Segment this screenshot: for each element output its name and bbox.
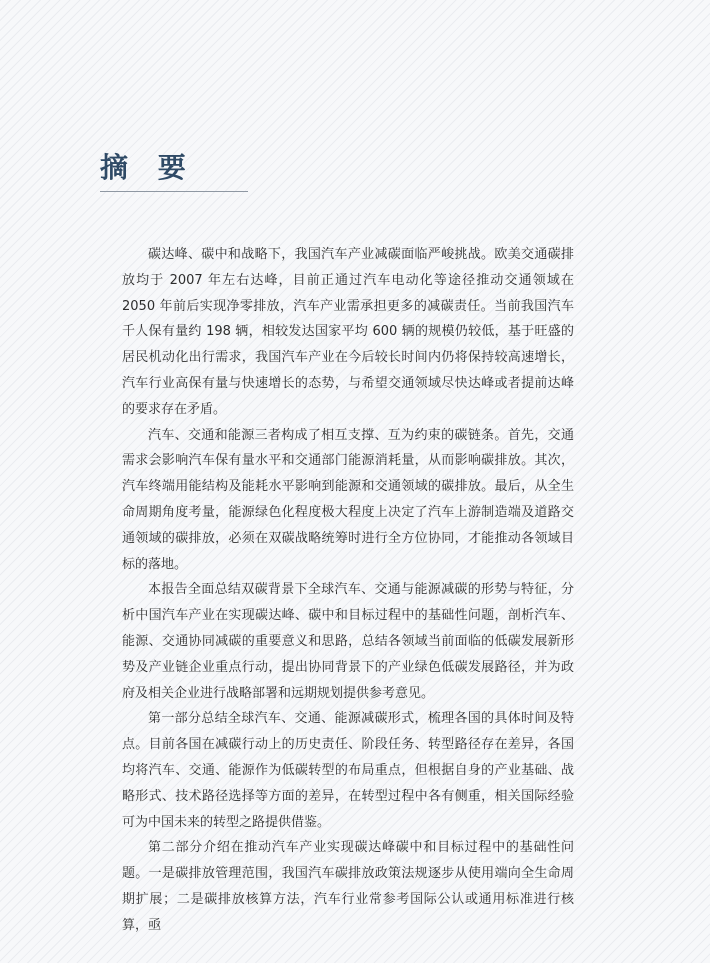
page-title: 摘 要 xyxy=(100,151,196,184)
paragraph-3: 本报告全面总结双碳背景下全球汽车、交通与能源减碳的形势与特征，分析中国汽车产业在实现碳达峰、碳中和目标过程中的基础性问题，剖析汽车、能源、交通协同减碳的重要意义和思路，总结各领域当前面临的低碳发展新形势及产业链企业重点行动，提出协同背景下的产业绿色低碳发展路径，并为政府及相关企业进行战略部署和远期规划提供参考意见。 xyxy=(122,582,574,701)
paragraph-5: 第二部分介绍在推动汽车产业实现碳达峰碳中和目标过程中的基础性问题。一是碳排放管理范围，我国汽车碳排放政策法规逐步从使用端向全生命周期扩展；二是碳排放核算方法，汽车行业常参考国际公认或通用标准进行核算，亟 xyxy=(122,840,574,933)
paragraph-2: 汽车、交通和能源三者构成了相互支撑、互为约束的碳链条。首先，交通需求会影响汽车保有量水平和交通部门能源消耗量，从而影响碳排放。其次，汽车终端用能结构及能耗水平影响到能源和交通领域的碳排放。最后，从全生命周期角度考量，能源绿色化程度极大程度上决定了汽车上游制造端及道路交通领域的碳排放，必须在双碳战略统筹时进行全方位协同，才能推动各领域目标的落地。 xyxy=(122,427,574,572)
paragraph-4: 第一部分总结全球汽车、交通、能源减碳形式，梳理各国的具体时间及特点。目前各国在减碳行动上的历史责任、阶段任务、转型路径存在差异，各国均将汽车、交通、能源作为低碳转型的布局重点，但根据自身的产业基础、战略形式、技术路径选择等方面的差异，在转型过程中各有侧重，相关国际经验可为中国未来的转型之路提供借鉴。 xyxy=(122,711,574,830)
title-underline xyxy=(100,191,248,192)
paragraph-1: 碳达峰、碳中和战略下，我国汽车产业减碳面临严峻挑战。欧美交通碳排放均于 2007 年左右达峰，目前正通过汽车电动化等途径推动交通领域在 2050 年前后实现净零排放，汽车产业需承担更多的减碳责任。当前我国汽车千人保有量约 198 辆，相较发达国家平均 600 辆的规模仍较低，基于旺盛的居民机动化出行需求，我国汽车产业在今后较长时间内仍将保持较高速增长，汽车行业高保有量与快速增长的态势，与希望交通领域尽快达峰或者提前达峰的要求存在矛盾。 xyxy=(122,247,574,417)
summary-body xyxy=(122,242,574,939)
